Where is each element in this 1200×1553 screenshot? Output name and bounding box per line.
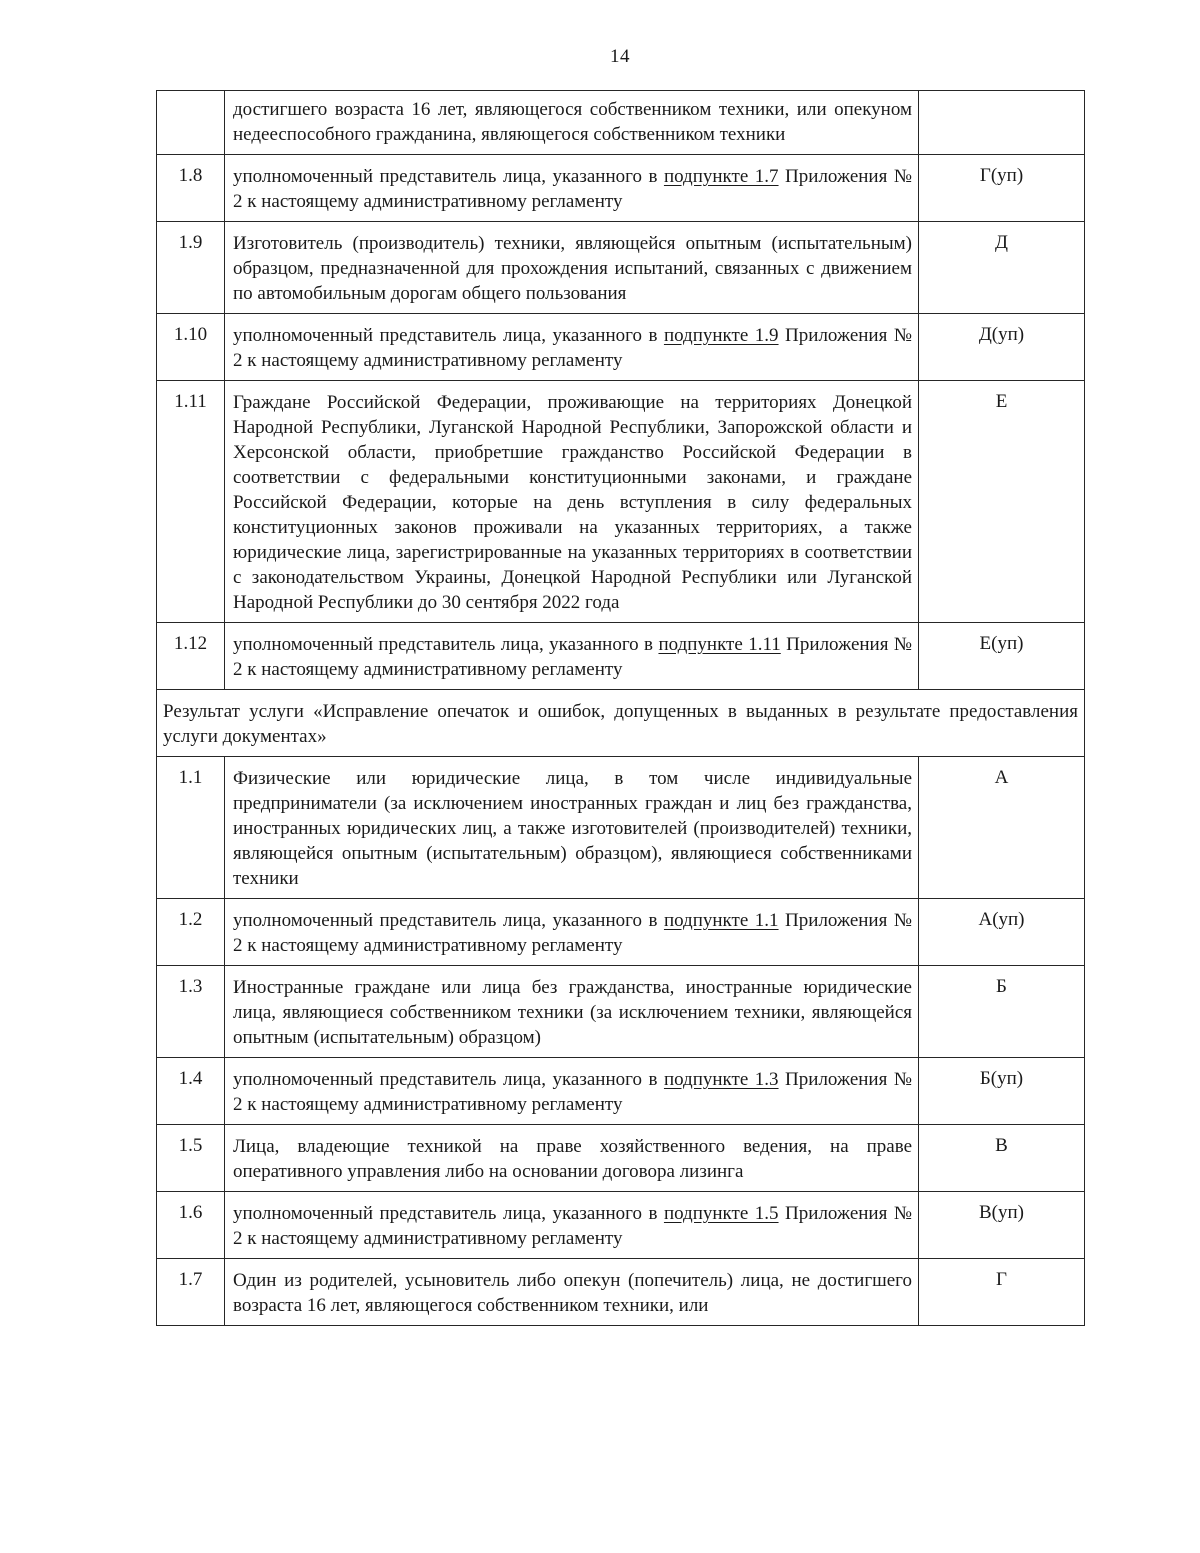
row-number: 1.7 <box>157 1259 225 1326</box>
description-text: уполномоченный представитель лица, указанного в <box>233 910 664 931</box>
subpoint-link[interactable]: подпункте 1.1 <box>663 910 779 931</box>
description-text: уполномоченный представитель лица, указанного в <box>233 325 664 346</box>
applicant-categories-table <box>156 90 1085 1326</box>
table-row <box>157 1192 1085 1259</box>
page-number: 14 <box>610 46 630 67</box>
row-number: 1.4 <box>157 1058 225 1125</box>
row-number: 1.3 <box>157 966 225 1058</box>
row-number: 1.9 <box>157 222 225 314</box>
row-number: 1.1 <box>157 757 225 899</box>
description-text: Приложения № 2 к настоящему административному регламенту <box>233 325 912 371</box>
description-text: уполномоченный представитель лица, указанного в <box>233 1069 664 1090</box>
row-code: Б(уп) <box>919 1058 1085 1125</box>
row-description <box>225 899 919 966</box>
row-number: 1.6 <box>157 1192 225 1259</box>
row-description <box>225 155 919 222</box>
section-row <box>157 690 1085 757</box>
description-text: Приложения № 2 к настоящему административному регламенту <box>233 1069 912 1115</box>
table-row <box>157 757 1085 899</box>
table-row <box>157 1058 1085 1125</box>
row-code: Б <box>919 966 1085 1058</box>
row-description: Один из родителей, усыновитель либо опекун (попечитель) лица, не достигшего возраста 16 лет, являющегося собственником техники, или <box>225 1259 919 1326</box>
table-row <box>157 1259 1085 1326</box>
description-text: Приложения № 2 к настоящему административному регламенту <box>233 1203 912 1249</box>
row-code: Е <box>919 381 1085 623</box>
section-title: Результат услуги «Исправление опечаток и ошибок, допущенных в выданных в результате предоставления услуги документах» <box>157 690 1085 757</box>
row-code: В(уп) <box>919 1192 1085 1259</box>
row-number: 1.5 <box>157 1125 225 1192</box>
row-number: 1.12 <box>157 623 225 690</box>
row-number: 1.10 <box>157 314 225 381</box>
description-text: Приложения № 2 к настоящему административному регламенту <box>233 910 912 956</box>
row-description: Граждане Российской Федерации, проживающие на территориях Донецкой Народной Республики, Луганской Народной Республики, Запорожской области и Херсонской области, приобретшие гражданство Российской Федерации в соответствии с федеральными конституционными законами, и граждане Российской Федерации, которые на день вступления в силу федеральных конституционных законов проживали на указанных территориях, а также юридические лица, зарегистрированные на указанных территориях в соответствии с законодательством Украины, Донецкой Народной Республики или Луганской Народной Республики до 30 сентября 2022 года <box>225 381 919 623</box>
row-description <box>225 623 919 690</box>
row-code: Г <box>919 1259 1085 1326</box>
row-code: В <box>919 1125 1085 1192</box>
table-row <box>157 91 1085 155</box>
row-description <box>225 314 919 381</box>
table-row <box>157 1125 1085 1192</box>
row-code: Д <box>919 222 1085 314</box>
table-row <box>157 381 1085 623</box>
table-row <box>157 623 1085 690</box>
description-text: уполномоченный представитель лица, указанного в <box>233 166 664 187</box>
row-code: А(уп) <box>919 899 1085 966</box>
description-text: Приложения № 2 к настоящему административному регламенту <box>233 166 912 212</box>
description-text: Приложения № 2 к настоящему административному регламенту <box>233 634 913 680</box>
row-description <box>225 1058 919 1125</box>
row-number <box>157 91 225 155</box>
row-code: Г(уп) <box>919 155 1085 222</box>
row-number: 1.8 <box>157 155 225 222</box>
table-row <box>157 222 1085 314</box>
row-code: Д(уп) <box>919 314 1085 381</box>
subpoint-link[interactable]: подпункте 1.9 <box>663 325 779 346</box>
row-description <box>225 1192 919 1259</box>
subpoint-link[interactable]: подпункте 1.5 <box>663 1203 779 1224</box>
table-row <box>157 155 1085 222</box>
row-description: достигшего возраста 16 лет, являющегося собственником техники, или опекуном недееспособного гражданина, являющегося собственником техники <box>225 91 919 155</box>
table-row <box>157 314 1085 381</box>
row-description: Изготовитель (производитель) техники, являющейся опытным (испытательным) образцом, предназначенной для прохождения испытаний, связанных с движением по автомобильным дорогам общего пользования <box>225 222 919 314</box>
table-row <box>157 899 1085 966</box>
row-number: 1.11 <box>157 381 225 623</box>
row-description: Физические или юридические лица, в том числе индивидуальные предприниматели (за исключением иностранных граждан и лиц без гражданства, иностранных юридических лиц, а также изготовителей (производителей) техники, являющейся опытным (испытательным) образцом), являющиеся собственниками техники <box>225 757 919 899</box>
row-number: 1.2 <box>157 899 225 966</box>
row-code: А <box>919 757 1085 899</box>
subpoint-link[interactable]: подпункте 1.11 <box>658 634 781 655</box>
row-code: Е(уп) <box>919 623 1085 690</box>
description-text: уполномоченный представитель лица, указанного в <box>233 634 659 655</box>
subpoint-link[interactable]: подпункте 1.3 <box>663 1069 779 1090</box>
row-description: Иностранные граждане или лица без гражданства, иностранные юридические лица, являющиеся собственником техники (за исключением техники, являющейся опытным (испытательным) образцом) <box>225 966 919 1058</box>
description-text: уполномоченный представитель лица, указанного в <box>233 1203 664 1224</box>
table-row <box>157 966 1085 1058</box>
row-code <box>919 91 1085 155</box>
row-description: Лица, владеющие техникой на праве хозяйственного ведения, на праве оперативного управления либо на основании договора лизинга <box>225 1125 919 1192</box>
subpoint-link[interactable]: подпункте 1.7 <box>663 166 779 187</box>
